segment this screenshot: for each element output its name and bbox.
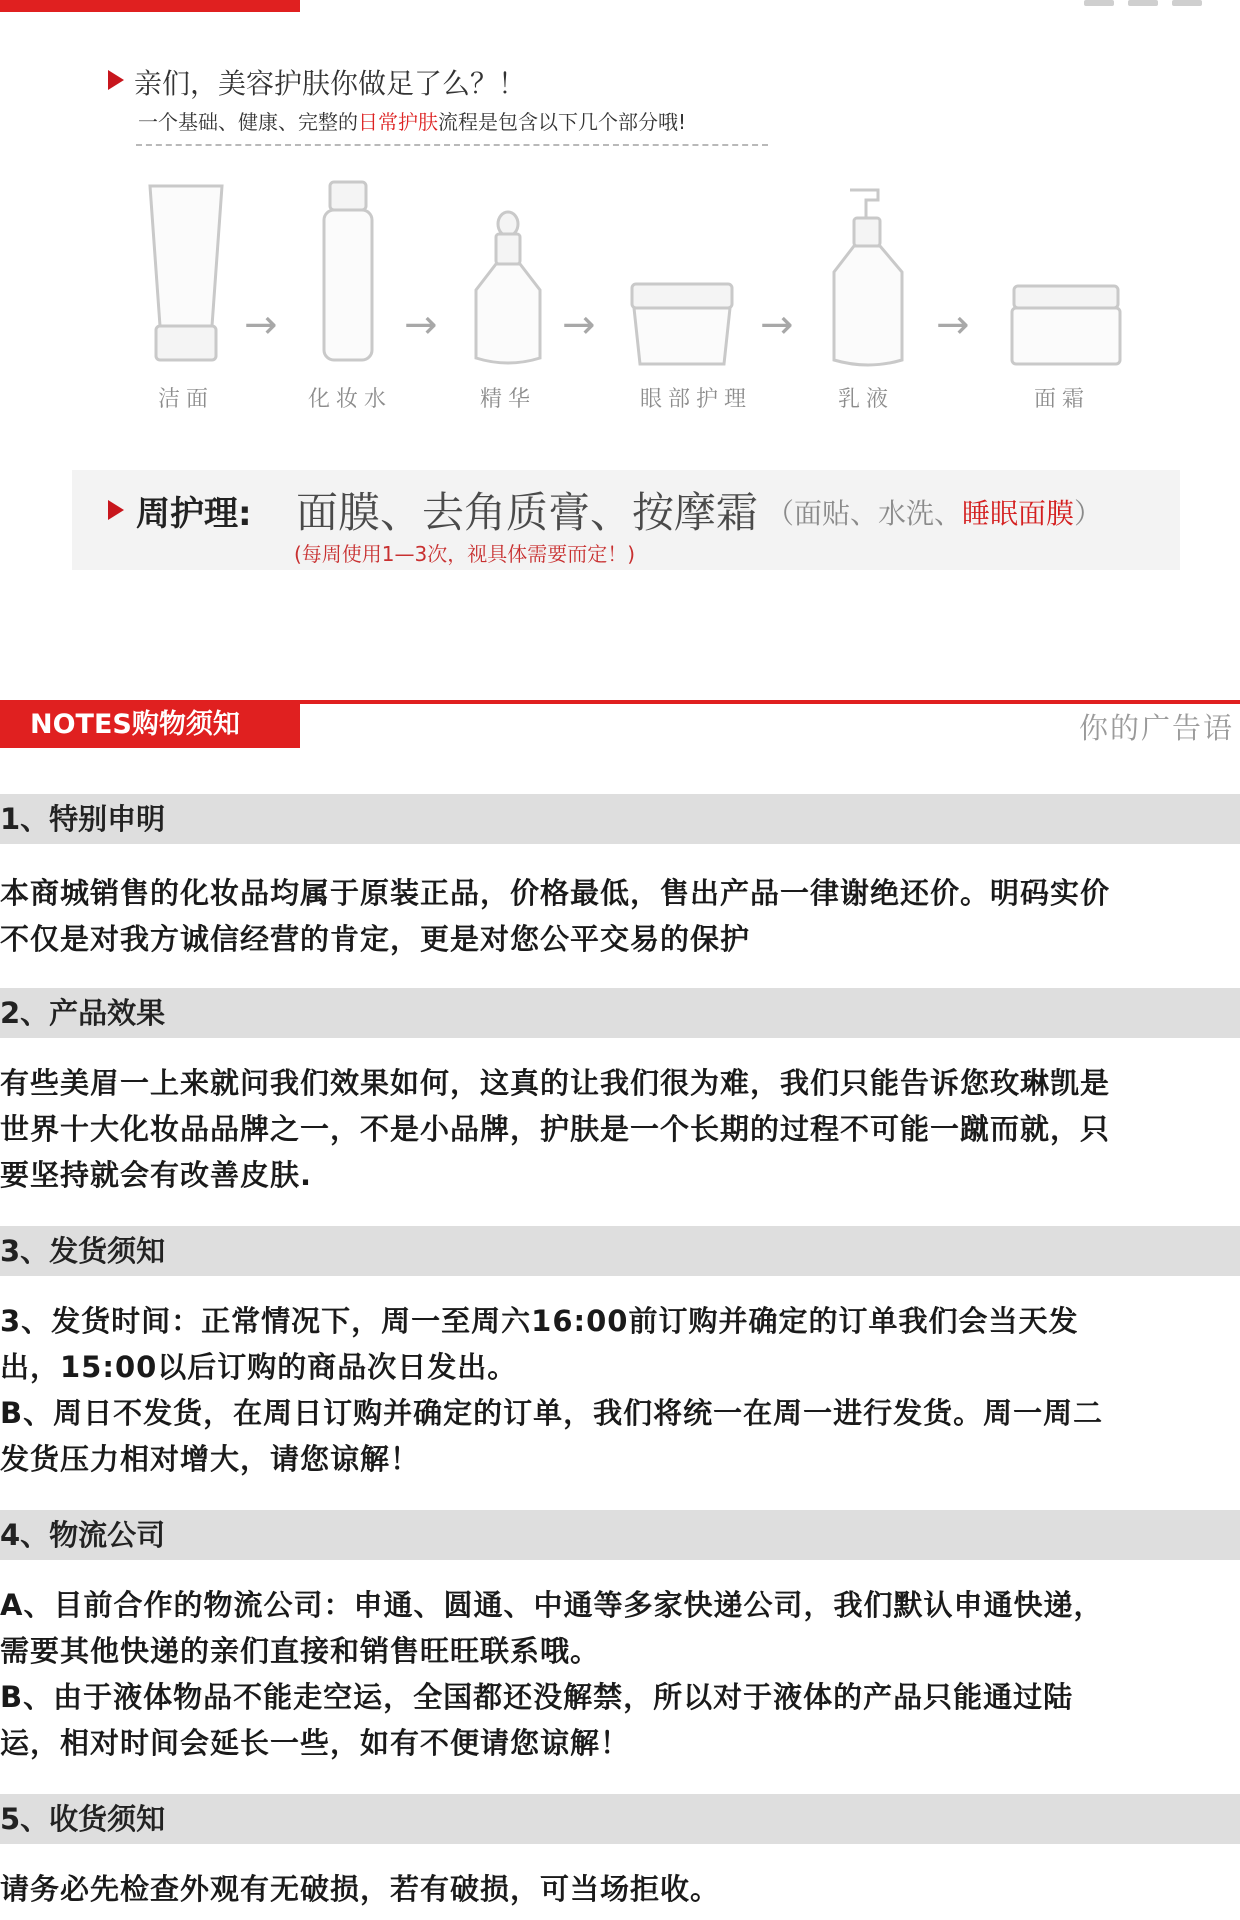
tube-bottle-icon [146,176,226,366]
intro-subtitle: 一个基础、健康、完整的日常护肤流程是包含以下几个部分哦! [138,110,687,134]
intro-divider [136,144,768,146]
lotion-pump-icon [826,184,910,370]
section-body: A、目前合作的物流公司：申通、圆通、中通等多家快递公司，我们默认申通快递， 需要其他快递的亲们直接和销售旺旺联系哦。 B、由于液体物品不能走空运，全国都还没解禁，所以对于液体的产品只能通过陆 运，相对时间会延长一些，如有不便请您谅解！ [0,1588,1104,1760]
cream-jar-icon [1008,282,1124,370]
weekly-arrow-icon [108,500,124,520]
section-title: 3、发货须知 [0,1234,166,1268]
eye-cream-jar-icon [626,280,738,370]
section-body: 有些美眉一上来就问我们效果如何，这真的让我们很为难，我们只能告诉您玫琳凯是 世界十大化妆品品牌之一，不是小品牌，护肤是一个长期的过程不可能一蹴而就，只 要坚持就会有改善皮肤. [0,1066,1111,1192]
step-label: 面霜 [1033,387,1090,412]
section-header-bar [0,794,1240,844]
ad-slogan: 你的广告语 [1078,711,1234,745]
section-title: 5、收货须知 [0,1802,166,1836]
step-label: 眼部护理 [639,387,752,412]
section-body: 本商城销售的化妆品均属于原装正品，价格最低，售出产品一律谢绝还价。明码实价 不仅是对我方诚信经营的肯定，更是对您公平交易的保护 [0,876,1111,956]
notes-tab: NOTES购物须知 [0,700,300,748]
step-label: 乳液 [837,387,894,412]
arrow-right-icon: → [760,302,794,348]
section-title: 4、物流公司 [0,1518,166,1552]
weekly-optional-items: （面贴、水洗、睡眠面膜） [766,497,1103,530]
toner-bottle-icon [320,176,376,366]
top-banner-fragment [0,0,300,12]
section-body: 请务必先检查外观有无破损，若有破损，可当场拒收。 [0,1872,721,1906]
section-header-bar [0,988,1240,1038]
serum-dropper-icon [470,210,546,370]
weekly-label: 周护理: [136,494,252,534]
section-title: 2、产品效果 [0,996,166,1030]
section-header-bar [0,1510,1240,1560]
weekly-items: 面膜、去角质膏、按摩霜 [296,488,759,537]
arrow-right-icon: → [404,302,438,348]
arrow-right-icon: → [562,302,596,348]
intro-arrow-icon [108,70,124,90]
step-label: 化妆水 [307,387,392,412]
section-body: 3、发货时间：正常情况下，周一至周六16:00前订购并确定的订单我们会当天发 出，15:00以后订购的商品次日发出。 B、周日不发货，在周日订购并确定的订单，我们将统一在周一进行发货。周一周二 发货压力相对增大，请您谅解！ [0,1304,1104,1476]
step-label: 精华 [479,387,536,412]
arrow-right-icon: → [936,302,970,348]
weekly-note: (每周使用1—3次，视具体需要而定！) [294,542,636,566]
intro-title: 亲们，美容护肤你做足了么？！ [134,67,527,100]
top-right-fragment [1070,0,1240,6]
section-title: 1、特别申明 [0,802,166,836]
arrow-right-icon: → [244,302,278,348]
section-header-bar [0,1226,1240,1276]
step-label: 洁面 [157,387,214,412]
section-header-bar [0,1794,1240,1844]
